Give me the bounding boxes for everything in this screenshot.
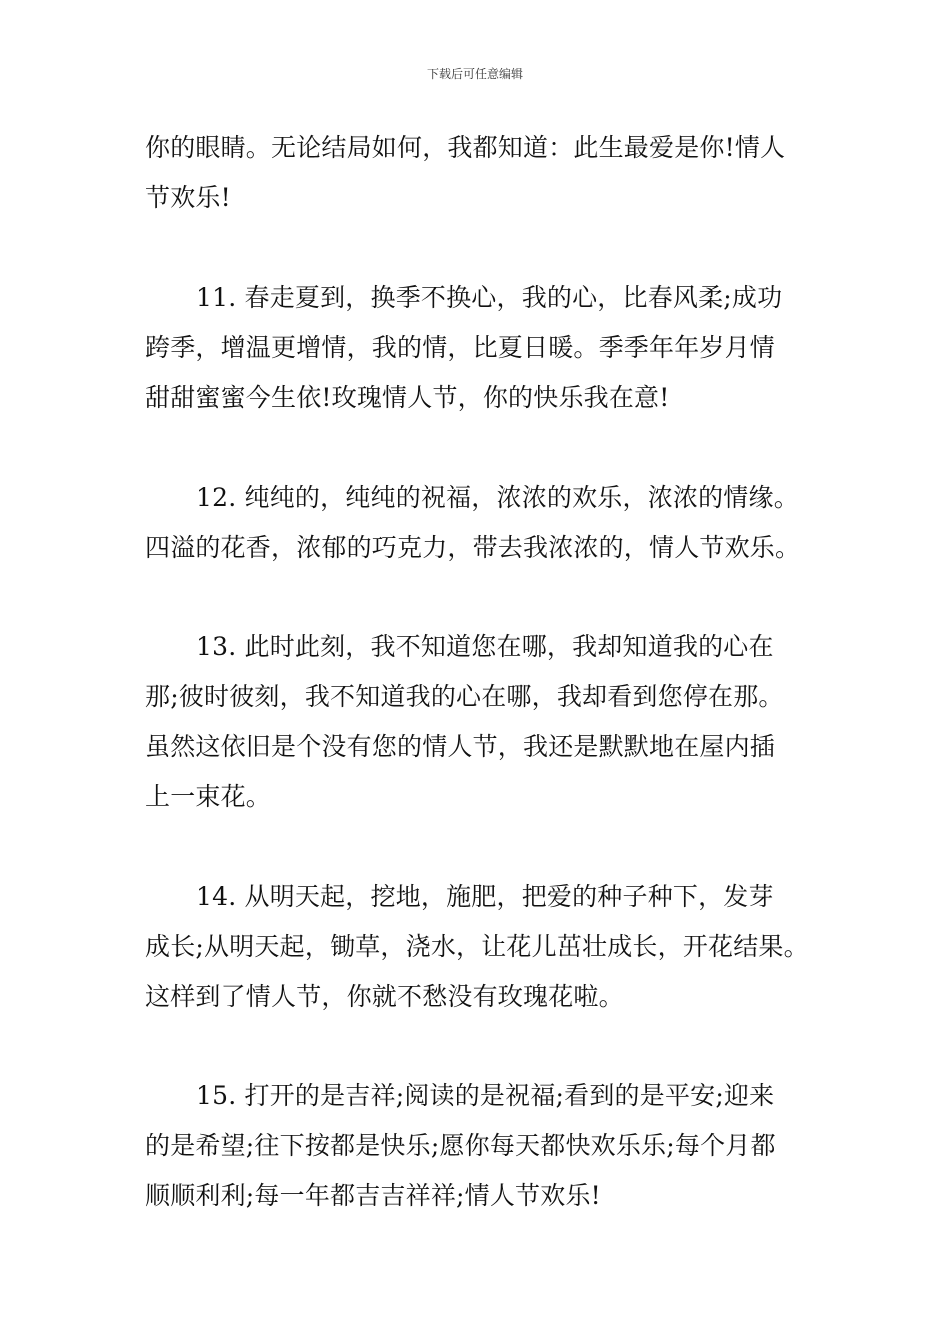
text-line: 你的眼睛。无论结局如何，我都知道：此生最爱是你!情人 xyxy=(145,133,786,162)
text-line: 上一束花。 xyxy=(145,782,272,811)
text-line: 成长;从明天起，锄草，浇水，让花儿茁壮成长，开花结果。 xyxy=(145,932,809,961)
text-line: 虽然这依旧是个没有您的情人节，我还是默默地在屋内插 xyxy=(145,732,776,761)
paragraph-13-line: 13. 此时此刻，我不知道您在哪，我却知道我的心在 xyxy=(196,632,774,661)
text-line: 甜甜蜜蜜今生依!玫瑰情人节，你的快乐我在意! xyxy=(145,383,670,412)
paragraph-12-line: 12. 纯纯的，纯纯的祝福，浓浓的欢乐，浓浓的情缘。 xyxy=(196,483,799,512)
text-line: 的是希望;往下按都是快乐;愿你每天都快欢乐乐;每个月都 xyxy=(145,1131,776,1160)
text-line: 那;彼时彼刻，我不知道我的心在哪，我却看到您停在那。 xyxy=(145,682,784,711)
text-line: 这样到了情人节，你就不愁没有玫瑰花啦。 xyxy=(145,982,624,1011)
text-line: 跨季，增温更增情，我的情，比夏日暖。季季年年岁月情 xyxy=(145,333,776,362)
text-line: 节欢乐! xyxy=(145,183,231,212)
page-header: 下载后可任意编辑 xyxy=(426,67,523,81)
paragraph-11-line: 11. 春走夏到，换季不换心，我的心，比春风柔;成功 xyxy=(196,283,783,312)
text-line: 顺顺利利;每一年都吉吉祥祥;情人节欢乐! xyxy=(145,1181,601,1210)
paragraph-15-line: 15. 打开的是吉祥;阅读的是祝福;看到的是平安;迎来 xyxy=(196,1081,775,1110)
paragraph-14-line: 14. 从明天起，挖地，施肥，把爱的种子种下，发芽 xyxy=(196,882,774,911)
text-line: 四溢的花香，浓郁的巧克力，带去我浓浓的，情人节欢乐。 xyxy=(145,533,801,562)
